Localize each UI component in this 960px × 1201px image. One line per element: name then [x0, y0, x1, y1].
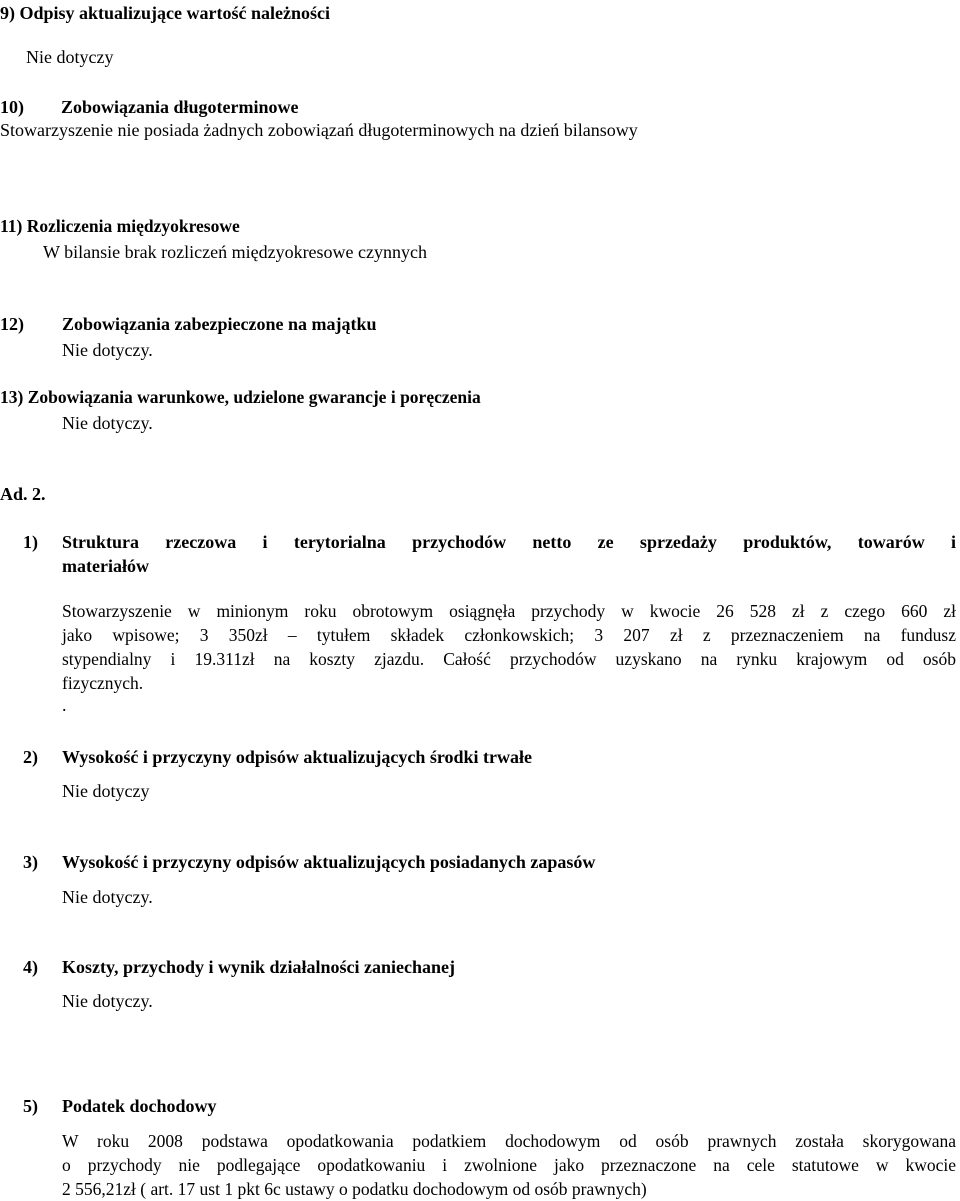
- item-5-body-line: o przychody nie podlegające opodatkowaniu i zwolnione jako przeznaczone na cele statutowe w kwocie: [62, 1155, 956, 1175]
- item-3-body: Nie dotyczy.: [62, 887, 153, 907]
- section-13-heading: 13) Zobowiązania warunkowe, udzielone gwarancje i poręczenia: [0, 387, 481, 407]
- section-9-heading: 9) Odpisy aktualizujące wartość należności: [0, 3, 330, 23]
- section-12-body: Nie dotyczy.: [62, 340, 153, 360]
- item-2-body: Nie dotyczy: [62, 781, 150, 801]
- item-1-body-line: Stowarzyszenie w minionym roku obrotowym osiągnęła przychody w kwocie 26 528 zł z czego 660 zł: [62, 601, 956, 621]
- item-1-title-line-1: Struktura rzeczowa i terytorialna przychodów netto ze sprzedaży produktów, towarów i: [62, 532, 956, 552]
- item-1-body-last-line: fizycznych.: [62, 673, 144, 693]
- item-4-title: Koszty, przychody i wynik działalności zaniechanej: [62, 957, 456, 977]
- item-5-title: Podatek dochodowy: [62, 1096, 217, 1116]
- section-11-heading: 11) Rozliczenia międzyokresowe: [0, 216, 240, 236]
- section-12-title: Zobowiązania zabezpieczone na majątku: [62, 314, 377, 334]
- item-1-number: 1): [23, 532, 38, 552]
- item-1-stray-dot: .: [62, 695, 67, 715]
- section-12-number: 12): [0, 314, 24, 334]
- item-1-body-line: jako wpisowe; 3 350zł – tytułem składek członkowskich; 3 207 zł z przeznaczeniem na fundusz: [62, 625, 956, 645]
- item-1-title-line-2: materiałów: [62, 556, 149, 576]
- ad-2-heading: Ad. 2.: [0, 484, 46, 504]
- section-9-body: Nie dotyczy: [26, 47, 114, 67]
- item-4-number: 4): [23, 957, 38, 977]
- section-11-body: W bilansie brak rozliczeń międzyokresowe czynnych: [43, 242, 428, 262]
- section-10-body: Stowarzyszenie nie posiada żadnych zobowiązań długoterminowych na dzień bilansowy: [0, 120, 638, 140]
- item-2-number: 2): [23, 747, 38, 767]
- section-10-number: 10): [0, 97, 24, 117]
- item-3-title: Wysokość i przyczyny odpisów aktualizujących posiadanych zapasów: [62, 852, 596, 872]
- item-5-body-line: W roku 2008 podstawa opodatkowania podatkiem dochodowym od osób prawnych została skorygowana: [62, 1131, 956, 1151]
- item-3-number: 3): [23, 852, 38, 872]
- item-5-number: 5): [23, 1096, 38, 1116]
- item-5-body: [62, 1129, 956, 1201]
- section-13-body: Nie dotyczy.: [62, 413, 153, 433]
- section-10-title: Zobowiązania długoterminowe: [61, 97, 299, 117]
- item-1-body-line: stypendialny i 19.311zł na koszty zjazdu. Całość przychodów uzyskano na rynku krajowym od osób: [62, 649, 956, 669]
- item-4-body: Nie dotyczy.: [62, 991, 153, 1011]
- item-1-body: [62, 599, 956, 695]
- item-5-body-last-line: 2 556,21zł ( art. 17 ust 1 pkt 6c ustawy o podatku dochodowym od osób prawnych): [62, 1179, 647, 1199]
- item-2-title: Wysokość i przyczyny odpisów aktualizujących środki trwałe: [62, 747, 533, 767]
